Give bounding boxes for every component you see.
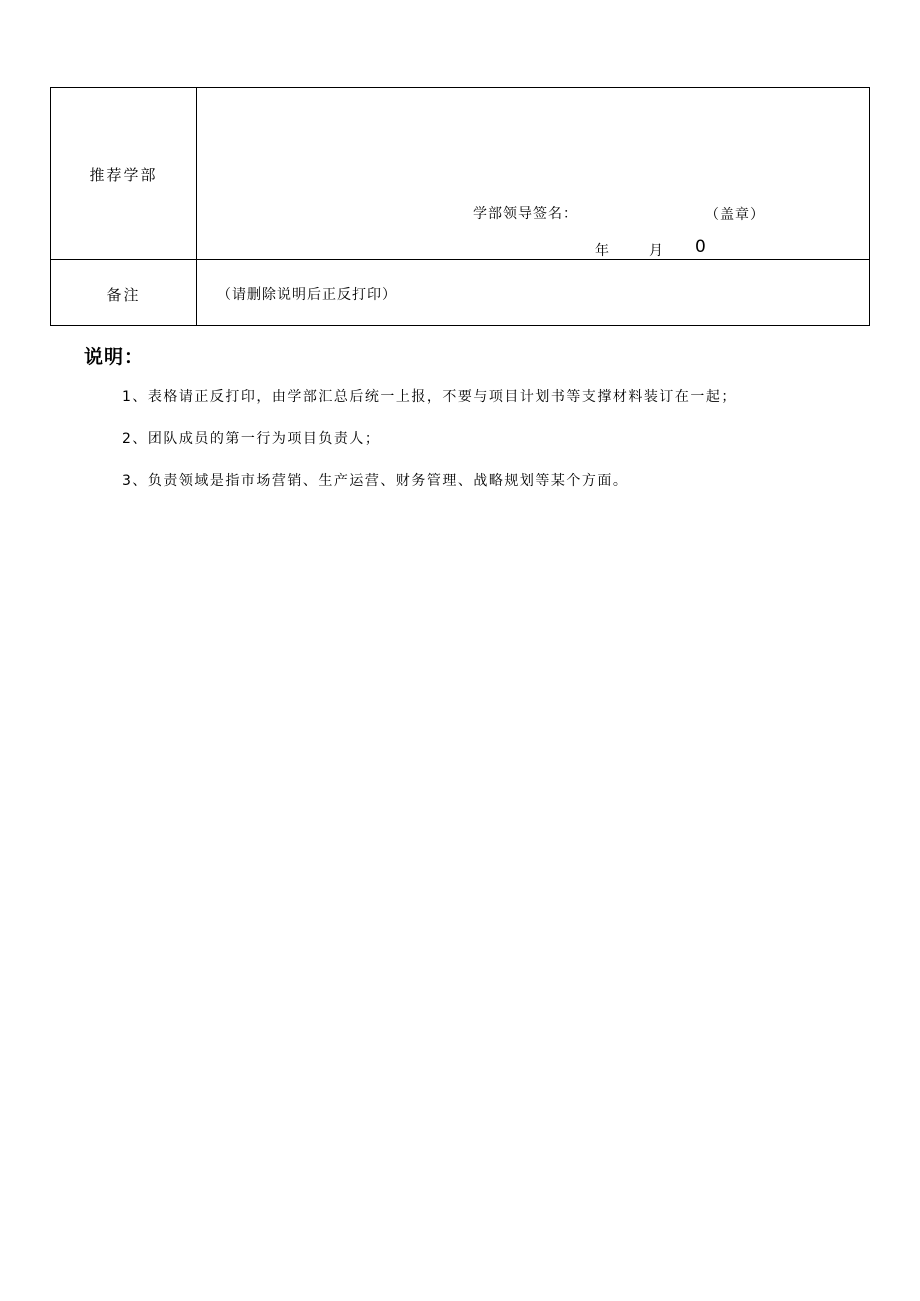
notes-item-2: 2、团队成员的第一行为项目负责人； bbox=[122, 431, 381, 447]
leader-signature-label: 学部领导签名： bbox=[473, 206, 578, 222]
remark-text: （请删除说明后正反打印） bbox=[217, 287, 397, 303]
remark-content-cell bbox=[197, 260, 870, 326]
recommend-department-content-cell bbox=[197, 88, 870, 260]
seal-label: （盖章） bbox=[705, 207, 765, 223]
notes-item-3: 3、负责领域是指市场营销、生产运营、财务管理、战略规划等某个方面。 bbox=[122, 473, 629, 489]
remark-label-cell bbox=[51, 260, 197, 326]
recommend-department-label: 推荐学部 bbox=[89, 166, 158, 184]
remark-label: 备注 bbox=[106, 286, 141, 304]
date-year-label: 年 bbox=[595, 243, 610, 259]
date-month-label: 月 bbox=[649, 243, 664, 259]
notes-heading: 说明： bbox=[84, 346, 145, 368]
recommend-department-label-cell bbox=[51, 88, 197, 260]
notes-item-1: 1、表格请正反打印，由学部汇总后统一上报，不要与项目计划书等支撑材料装订在一起； bbox=[122, 389, 737, 405]
date-day-value: 0 bbox=[695, 237, 706, 257]
remark-row bbox=[51, 260, 870, 326]
application-form-table bbox=[50, 87, 870, 326]
recommend-department-row bbox=[51, 88, 870, 260]
